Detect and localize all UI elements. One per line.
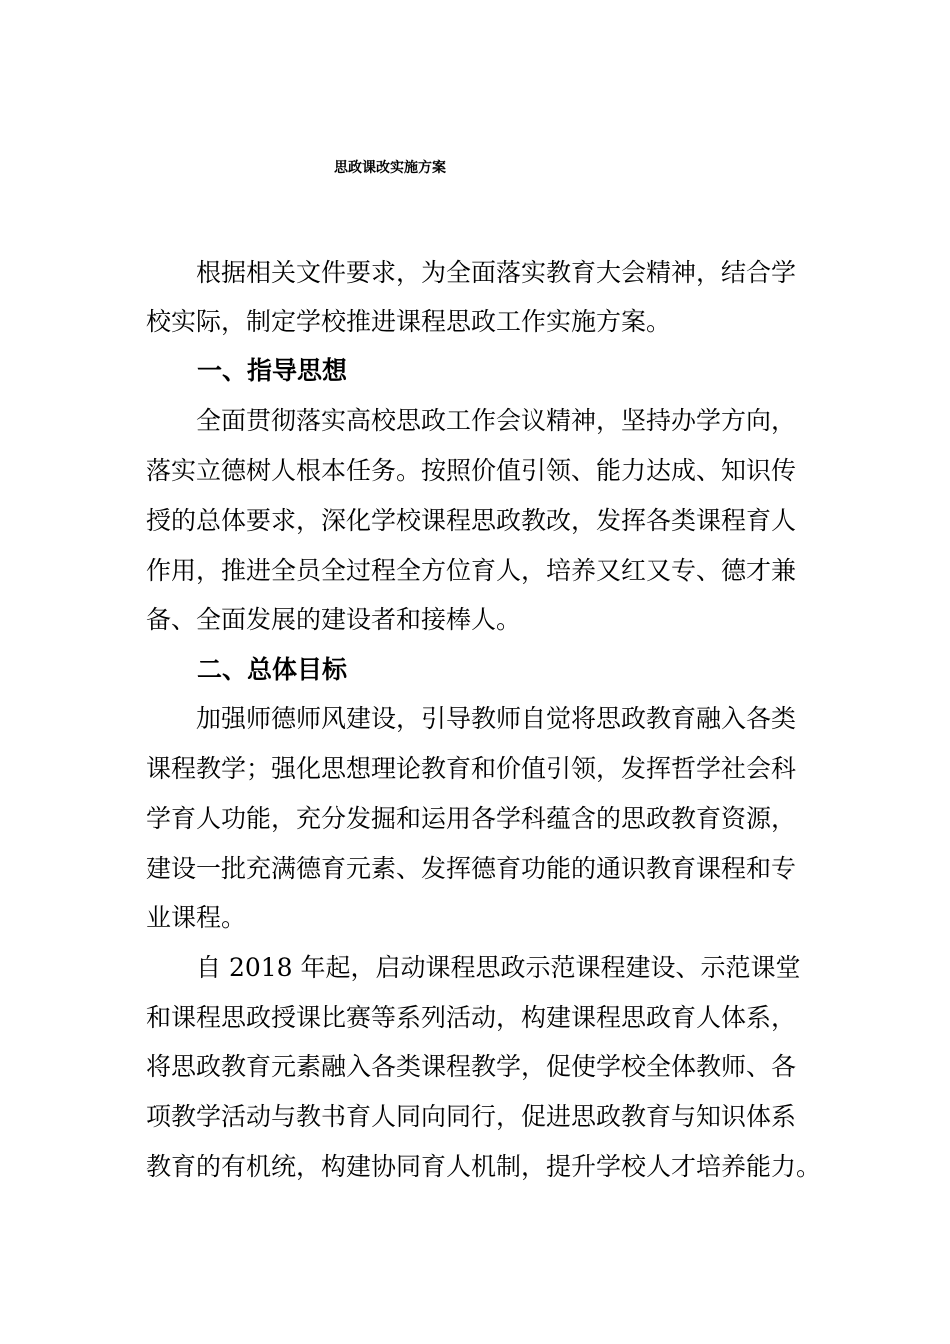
section-heading-overall-goals: 二、总体目标 — [197, 655, 348, 684]
intro-line: 校实际，制定学校推进课程思政工作实施方案。 — [146, 307, 672, 336]
section1-line: 授的总体要求，深化学校课程思政教改，发挥各类课程育人 — [146, 506, 797, 535]
document-title: 思政课改实施方案 — [334, 160, 446, 176]
section2-para2-line: 教育的有机统，构建协同育人机制，提升学校人才培养能力。 — [146, 1152, 822, 1181]
intro-line: 根据相关文件要求，为全面落实教育大会精神，结合学 — [146, 258, 797, 287]
section2-para1-line: 建设一批充满德育元素、发挥德育功能的通识教育课程和专 — [146, 854, 797, 883]
section2-para2-line: 自 2018 年起，启动课程思政示范课程建设、示范课堂 — [146, 953, 801, 982]
section2-para1-line: 学育人功能，充分发掘和运用各学科蕴含的思政教育资源， — [146, 804, 797, 833]
section2-para1-line: 加强师德师风建设，引导教师自觉将思政教育融入各类 — [146, 704, 797, 733]
section1-line: 全面贯彻落实高校思政工作会议精神，坚持办学方向， — [146, 406, 797, 435]
section2-para1-line: 课程教学；强化思想理论教育和价值引领，发挥哲学社会科 — [146, 754, 797, 783]
section1-line: 备、全面发展的建设者和接棒人。 — [146, 605, 522, 634]
section-heading-guiding-ideology: 一、指导思想 — [197, 356, 348, 385]
section2-para2-line: 项教学活动与教书育人同向同行，促进思政教育与知识体系 — [146, 1102, 797, 1131]
section1-line: 作用，推进全员全过程全方位育人，培养又红又专、德才兼 — [146, 556, 797, 585]
section2-para2-line: 将思政教育元素融入各类课程教学，促使学校全体教师、各 — [146, 1052, 797, 1081]
section2-para1-line: 业课程。 — [146, 903, 247, 932]
section1-line: 落实立德树人根本任务。按照价值引领、能力达成、知识传 — [146, 456, 797, 485]
section2-para2-line: 和课程思政授课比赛等系列活动，构建课程思政育人体系， — [146, 1003, 797, 1032]
